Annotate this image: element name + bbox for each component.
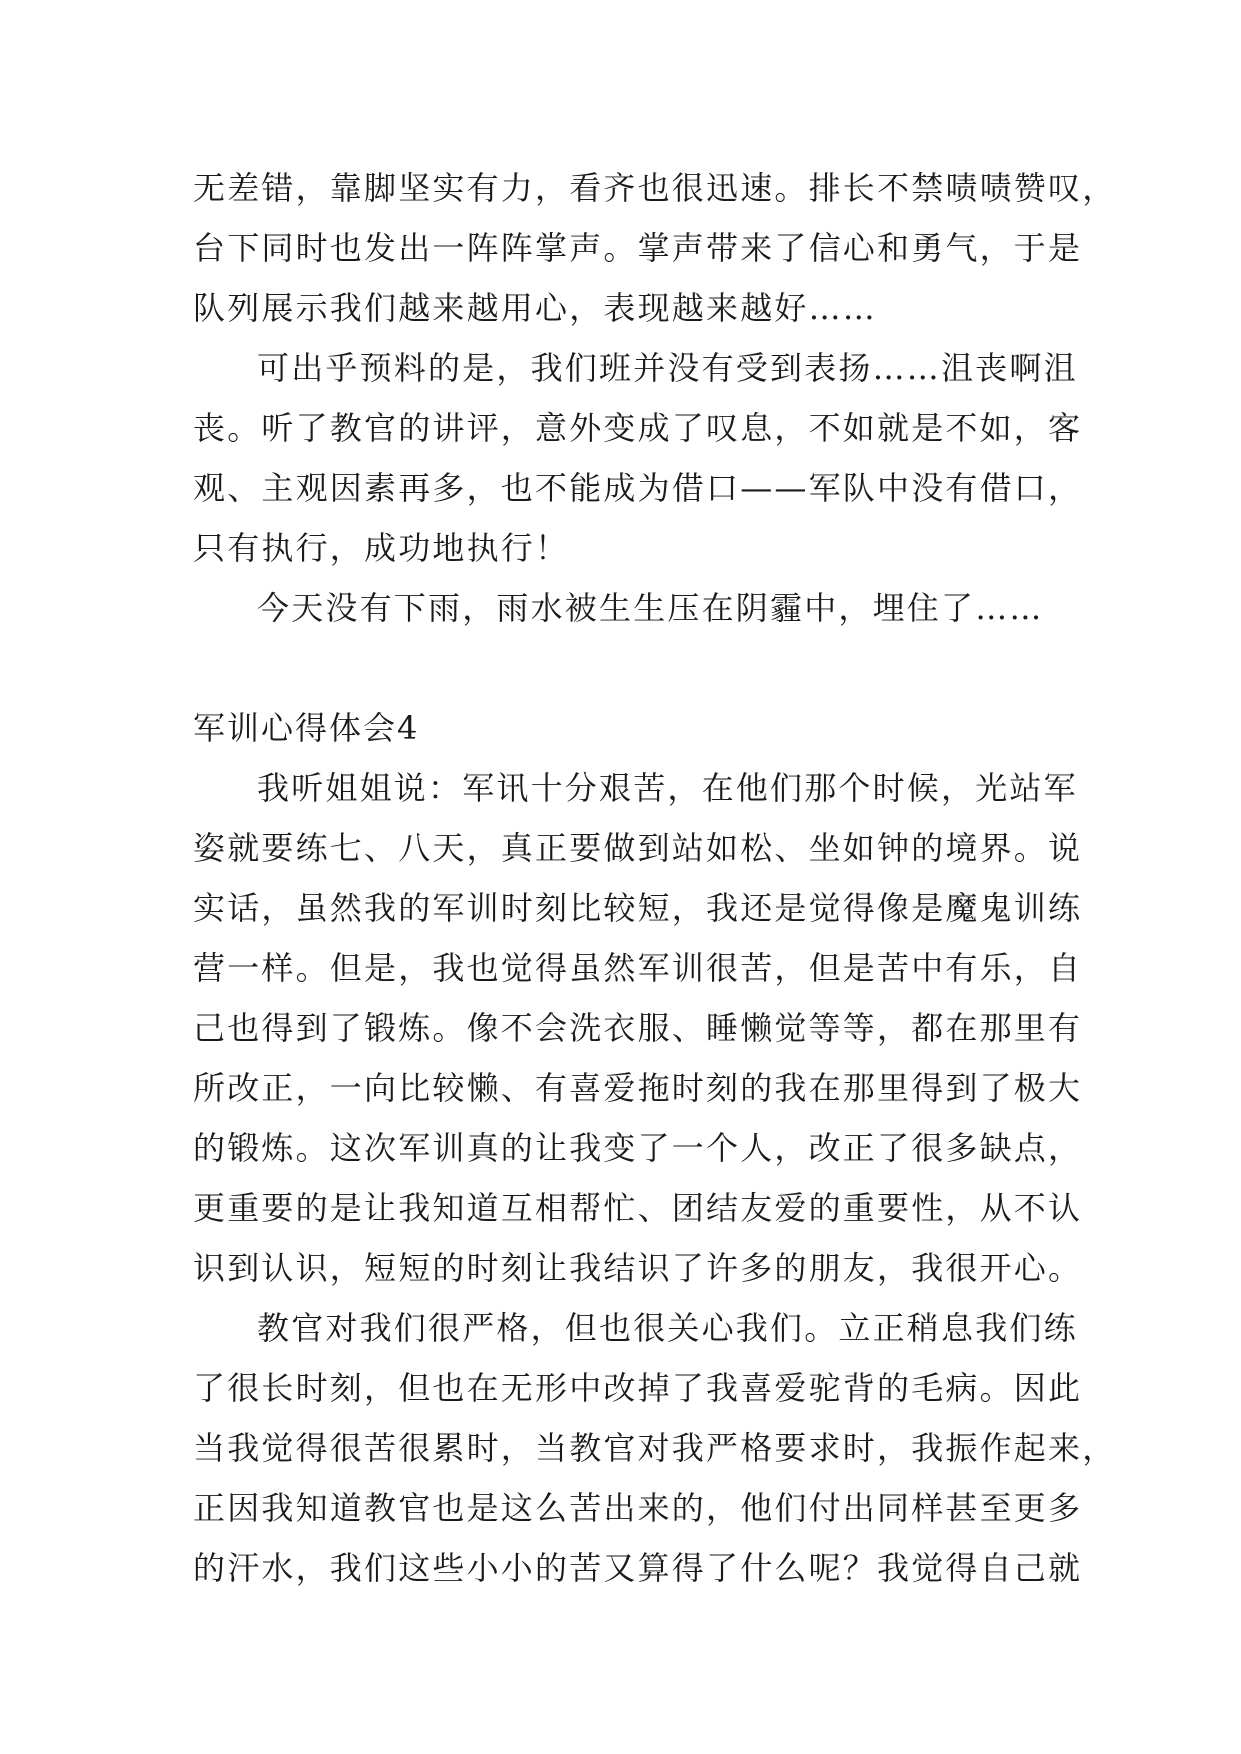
text-line: 的汗水，我们这些小小的苦又算得了什么呢？我觉得自己就 xyxy=(193,1549,1083,1587)
text-line: 更重要的是让我知道互相帮忙、团结友爱的重要性，从不认 xyxy=(193,1189,1083,1227)
paragraph-continuation xyxy=(193,158,1117,338)
text-line: 观、主观因素再多，也不能成为借口——军队中没有借口， xyxy=(193,469,1083,507)
text-line: 队列展示我们越来越用心，表现越来越好…… xyxy=(193,289,878,327)
text-line: 可出乎预料的是，我们班并没有受到表扬……沮丧啊沮 xyxy=(257,349,1078,387)
text-line: 己也得到了锻炼。像不会洗衣服、睡懒觉等等，都在那里有 xyxy=(193,1009,1083,1047)
paragraph xyxy=(193,578,1073,638)
text-line: 无差错，靠脚坚实有力，看齐也很迅速。排长不禁啧啧赞叹， xyxy=(193,169,1117,207)
text-line: 营一样。但是，我也觉得虽然军训很苦，但是苦中有乐，自 xyxy=(193,949,1083,987)
text-line: 姿就要练七、八天，真正要做到站如松、坐如钟的境界。说 xyxy=(193,829,1083,867)
spacer xyxy=(193,638,1073,698)
text-line: 了很长时刻，但也在无形中改掉了我喜爱驼背的毛病。因此 xyxy=(193,1369,1083,1407)
section-heading: 军训心得体会4 xyxy=(193,709,420,747)
text-line: 台下同时也发出一阵阵掌声。掌声带来了信心和勇气，于是 xyxy=(193,229,1083,267)
text-line: 只有执行，成功地执行！ xyxy=(193,529,570,567)
text-line: 实话，虽然我的军训时刻比较短，我还是觉得像是魔鬼训练 xyxy=(193,889,1083,927)
text-line: 所改正，一向比较懒、有喜爱拖时刻的我在那里得到了极大 xyxy=(193,1069,1083,1107)
text-line: 当我觉得很苦很累时，当教官对我严格要求时，我振作起来， xyxy=(193,1429,1117,1467)
paragraph xyxy=(193,758,1083,1298)
text-line: 今天没有下雨，雨水被生生压在阴霾中，埋住了…… xyxy=(257,589,1044,627)
text-line: 我听姐姐说：军讯十分艰苦，在他们那个时候，光站军 xyxy=(257,769,1078,807)
text-line: 正因我知道教官也是这么苦出来的，他们付出同样甚至更多 xyxy=(193,1489,1083,1527)
text-line: 识到认识，短短的时刻让我结识了许多的朋友，我很开心。 xyxy=(193,1249,1083,1287)
document-body xyxy=(193,158,1117,1598)
paragraph xyxy=(193,1298,1117,1598)
text-line: 教官对我们很严格，但也很关心我们。立正稍息我们练 xyxy=(257,1309,1078,1347)
text-line: 丧。听了教官的讲评，意外变成了叹息，不如就是不如，客 xyxy=(193,409,1083,447)
paragraph xyxy=(193,338,1083,578)
text-line: 的锻炼。这次军训真的让我变了一个人，改正了很多缺点， xyxy=(193,1129,1083,1167)
